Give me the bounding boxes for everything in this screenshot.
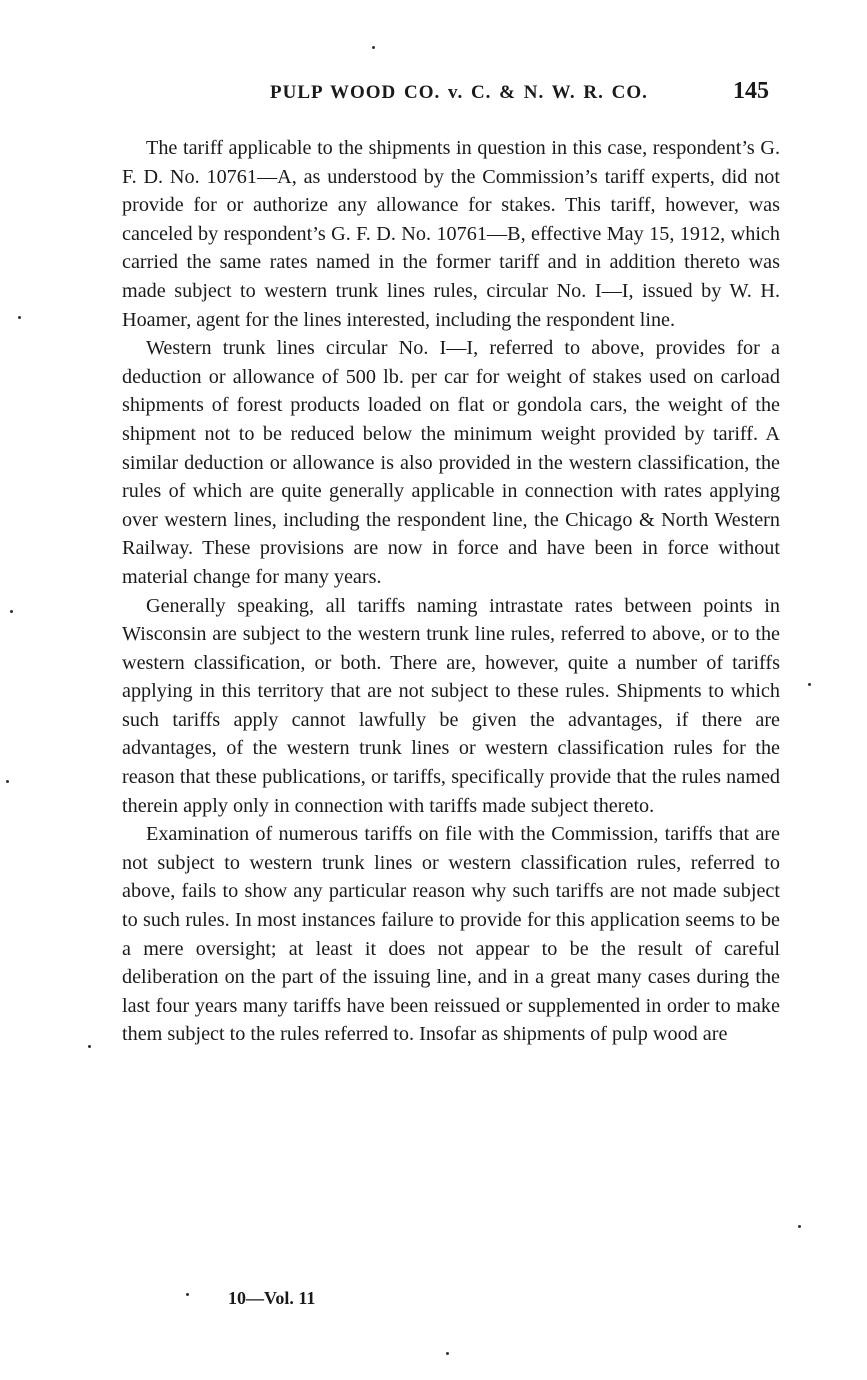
running-title: PULP WOOD CO. v. C. & N. W. R. CO. [270,82,648,103]
scan-speck [446,1352,449,1355]
scan-speck [18,316,21,319]
scan-speck [372,46,375,49]
page-number: 145 [733,78,769,104]
paragraph-tariff-applicable: The tariff applicable to the shipments in question in this case, respondent’s G. F. D. No. 10761—A, as understood by the Commission’s tariff experts, did not provide for or authorize any allowance for stakes. This tariff, however, was canceled by respondent’s G. F. D. No. 10761—B, effective May 15, 1912, which carried the same rates named in the former tariff and in addition thereto was made subject to western trunk lines rules, circular No. I—I, issued by W. H. Hoamer, agent for the lines interested, including the respondent line. [122,137,780,331]
paragraph-examination: Examination of numerous tariffs on file with the Commission, tariffs that are not subject to western trunk lines or western classification rules, referred to above, fails to show any particular reason why such tariffs are not made subject to such rules. In most instances failure to provide for this application seems to be a mere oversight; at least it does not appear to be the result of careful deliberation on the part of the issuing line, and in a great many cases during the last four years many tariffs have been reissued or supplemented in order to make them subject to the rules referred to. Insofar as shipments of pulp wood are [122,823,780,1046]
scan-speck [798,1225,801,1228]
scan-speck [10,610,13,613]
scan-speck [6,780,9,783]
scan-speck [88,1045,91,1048]
paragraph-generally-speaking: Generally speaking, all tariffs naming intrastate rates between points in Wisconsin are subject to the western trunk line rules, referred to above, or to the western classification, or both. There are, however, quite a number of tariffs applying in this territory that are not subject to these rules. Shipments to which such tariffs apply cannot lawfully be given the advantages, if there are advantages, of the western trunk lines or western classification rules for the reason that these publications, or tariffs, specifically provide that the rules named therein apply only in connection with tariffs made subject thereto. [122,594,780,817]
scan-speck [808,683,811,686]
running-head [0,80,867,110]
scan-speck [186,1293,189,1296]
signature-mark: 10—Vol. 11 [228,1288,316,1308]
body-text [122,134,780,1049]
paragraph-western-trunk-lines: Western trunk lines circular No. I—I, referred to above, provides for a deduction or allowance of 500 lb. per car for weight of stakes used on carload shipments of forest products loaded on flat or gondola cars, the weight of the shipment not to be reduced below the minimum weight provided by tariff. A similar deduction or allowance is also provided in the western classification, the rules of which are quite generally applicable in connection with rates applying over western lines, including the respondent line, the Chicago & North Western Railway. These provisions are now in force and have been in force without material change for many years. [122,337,780,588]
